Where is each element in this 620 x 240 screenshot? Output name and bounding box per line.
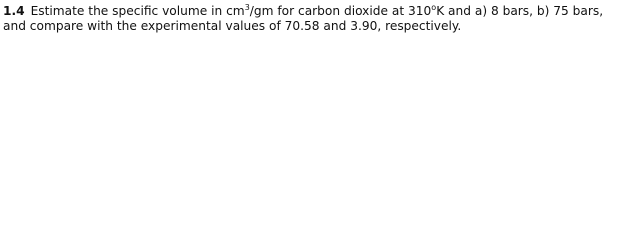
problem-line-1 [3, 4, 617, 19]
problem-line-2: and compare with the experimental values of 70.58 and 3.90, respectively. [3, 19, 462, 33]
degree-superscript: o [431, 3, 437, 12]
cubic-superscript: 3 [244, 3, 250, 12]
problem-text-part-1: Estimate the specific volume in cm [30, 4, 245, 18]
problem-number: 1.4 [3, 4, 25, 18]
problem-text-part-3: K and a) 8 bars, b) 75 bars, [436, 4, 604, 18]
problem-text-part-2: /gm for carbon dioxide at 310 [249, 4, 432, 18]
problem-statement [3, 4, 617, 34]
